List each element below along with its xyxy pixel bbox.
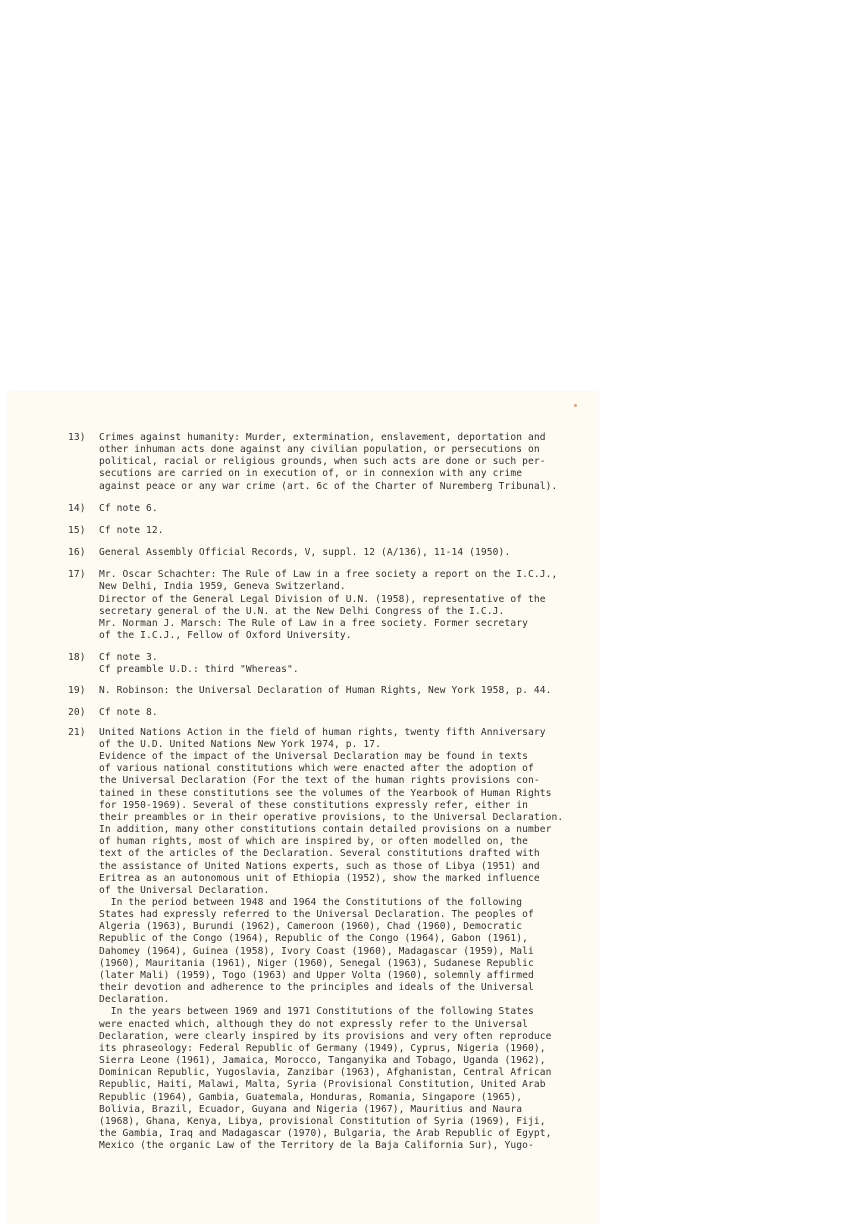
footnote-text [99, 707, 588, 719]
text-line: Declaration, were clearly inspired by its provisions and very often reproduce [99, 1030, 552, 1042]
footnote-number: 19) [68, 684, 86, 696]
text-line: text of the articles of the Declaration. Several constitutions drafted with [99, 848, 540, 860]
text-line: of the U.D. United Nations New York 1974, p. 17. [99, 738, 382, 750]
footnote-13 [68, 432, 588, 493]
text-line: Eritrea as an autonomous unit of Ethiopia (1952), show the marked influence [99, 872, 540, 884]
footnote-number: 18) [68, 652, 86, 664]
text-line: Sierra Leone (1961), Jamaica, Morocco, Tanganyika and Tobago, Uganda (1962), [99, 1055, 546, 1067]
text-line: (later Mali) (1959), Togo (1963) and Upper Volta (1960), solemnly affirmed [99, 969, 534, 981]
text-line: In the years between 1969 and 1971 Constitutions of the following States [99, 1006, 534, 1018]
footnote-text [99, 727, 588, 1152]
footnote-14 [68, 503, 588, 515]
text-line: against peace or any war crime (art. 6c of the Charter of Nuremberg Tribunal). [99, 480, 558, 492]
text-line: of the Universal Declaration. [99, 884, 270, 896]
text-line: of human rights, most of which are inspired by, or often modelled on, the [99, 836, 528, 848]
text-line: their devotion and adherence to the principles and ideals of the Universal [99, 982, 534, 994]
text-line: their preambles or in their operative provisions, to the Universal Declaration. [99, 811, 564, 823]
text-line: Director of the General Legal Division of U.N. (1958), representative of the [99, 593, 546, 605]
text-line: Algeria (1963), Burundi (1962), Cameroon (1960), Chad (1960), Democratic [99, 921, 523, 933]
footnotes-list [68, 432, 588, 1152]
text-line: Dominican Republic, Yugoslavia, Zanzibar (1963), Afghanistan, Central African [99, 1067, 552, 1079]
text-line: secretary general of the U.N. at the New Delhi Congress of the I.C.J. [99, 605, 505, 617]
text-line: of various national constitutions which were enacted after the adoption of [99, 763, 534, 775]
text-line: of the I.C.J., Fellow of Oxford University. [99, 630, 352, 642]
text-line: (1968), Ghana, Kenya, Libya, provisional Constitution of Syria (1969), Fiji, [99, 1115, 546, 1127]
text-line: other inhuman acts done against any civilian population, or persecutions on [99, 444, 540, 456]
text-line: tained in these constitutions see the volumes of the Yearbook of Human Rights [99, 787, 552, 799]
text-line: Republic (1964), Gambia, Guatemala, Honduras, Romania, Singapore (1965), [99, 1091, 523, 1103]
text-line: Mr. Norman J. Marsch: The Rule of Law in a free society. Former secretary [99, 617, 528, 629]
footnote-19 [68, 685, 588, 697]
text-line: Crimes against humanity: Murder, extermination, enslavement, deportation and [99, 432, 546, 443]
footnote-number: 13) [68, 432, 86, 443]
text-line: Mexico (the organic Law of the Territory de la Baja California Sur), Yugo- [99, 1140, 534, 1152]
text-line: the Gambia, Iraq and Madagascar (1970), Bulgaria, the Arab Republic of Egypt, [99, 1127, 552, 1139]
text-line: the Universal Declaration (For the text of the human rights provisions con- [99, 775, 540, 787]
text-line: Cf note 12. [99, 524, 164, 536]
text-line: Evidence of the impact of the Universal Declaration may be found in texts [99, 751, 528, 763]
footnote-text [99, 503, 588, 515]
footnote-number: 17) [68, 569, 86, 581]
text-line: Cf note 6. [99, 502, 158, 514]
document-page [8, 392, 598, 1224]
text-line: for 1950-1969). Several of these constitutions expressly refer, either in [99, 799, 528, 811]
text-line: States had expressly referred to the Universal Declaration. The peoples of [99, 909, 534, 921]
footnote-18 [68, 652, 588, 676]
text-line: the assistance of United Nations experts, such as those of Libya (1951) and [99, 860, 540, 872]
footnote-21 [68, 727, 588, 1152]
footnote-text [99, 685, 588, 697]
text-line: Republic of the Congo (1964), Republic of the Congo (1964), Gabon (1961), [99, 933, 528, 945]
text-line: its phraseology: Federal Republic of Germany (1949), Cyprus, Nigeria (1960), [99, 1042, 546, 1054]
text-line: Republic, Haiti, Malawi, Malta, Syria (Provisional Constitution, United Arab [99, 1079, 546, 1091]
footnote-number: 21) [68, 726, 86, 738]
footnote-number: 14) [68, 502, 86, 514]
footnote-text [99, 432, 588, 493]
paper-mark [574, 404, 577, 407]
text-line: United Nations Action in the field of human rights, twenty fifth Anniversary [99, 726, 546, 738]
footnote-16 [68, 547, 588, 559]
text-line: secutions are carried on in execution of, or in connexion with any crime [99, 468, 523, 480]
footnote-17 [68, 569, 588, 642]
text-line: Mr. Oscar Schachter: The Rule of Law in a free society a report on the I.C.J., [99, 569, 558, 581]
text-line: In addition, many other constitutions contain detailed provisions on a number [99, 824, 552, 836]
footnote-number: 15) [68, 524, 86, 536]
text-line: Cf note 8. [99, 706, 158, 718]
text-line: N. Robinson: the Universal Declaration of Human Rights, New York 1958, p. 44. [99, 684, 552, 696]
footnote-20 [68, 707, 588, 719]
text-line: Declaration. [99, 994, 170, 1006]
footnote-text [99, 569, 588, 642]
footnote-15 [68, 525, 588, 537]
text-line: In the period between 1948 and 1964 the Constitutions of the following [99, 897, 523, 908]
text-line: New Delhi, India 1959, Geneva Switzerland. [99, 581, 346, 593]
footnote-text [99, 547, 588, 559]
text-line: Bolivia, Brazil, Ecuador, Guyana and Nigeria (1967), Mauritius and Naura [99, 1103, 523, 1115]
footnote-number: 20) [68, 706, 86, 718]
text-line: Cf note 3. [99, 652, 158, 664]
text-line: political, racial or religious grounds, when such acts are done or such per- [99, 456, 546, 468]
footnote-text [99, 525, 588, 537]
text-line: Dahomey (1964), Guinea (1958), Ivory Coast (1960), Madagascar (1959), Mali [99, 945, 534, 957]
text-line: (1960), Mauritania (1961), Niger (1960), Senegal (1963), Sudanese Republic [99, 957, 534, 969]
text-line: Cf preamble U.D.: third "Whereas". [99, 664, 299, 676]
text-line: were enacted which, although they do not expressly refer to the Universal [99, 1018, 528, 1030]
footnote-number: 16) [68, 547, 86, 559]
text-line: General Assembly Official Records, V, suppl. 12 (A/136), 11-14 (1950). [99, 547, 511, 559]
footnote-text [99, 652, 588, 676]
